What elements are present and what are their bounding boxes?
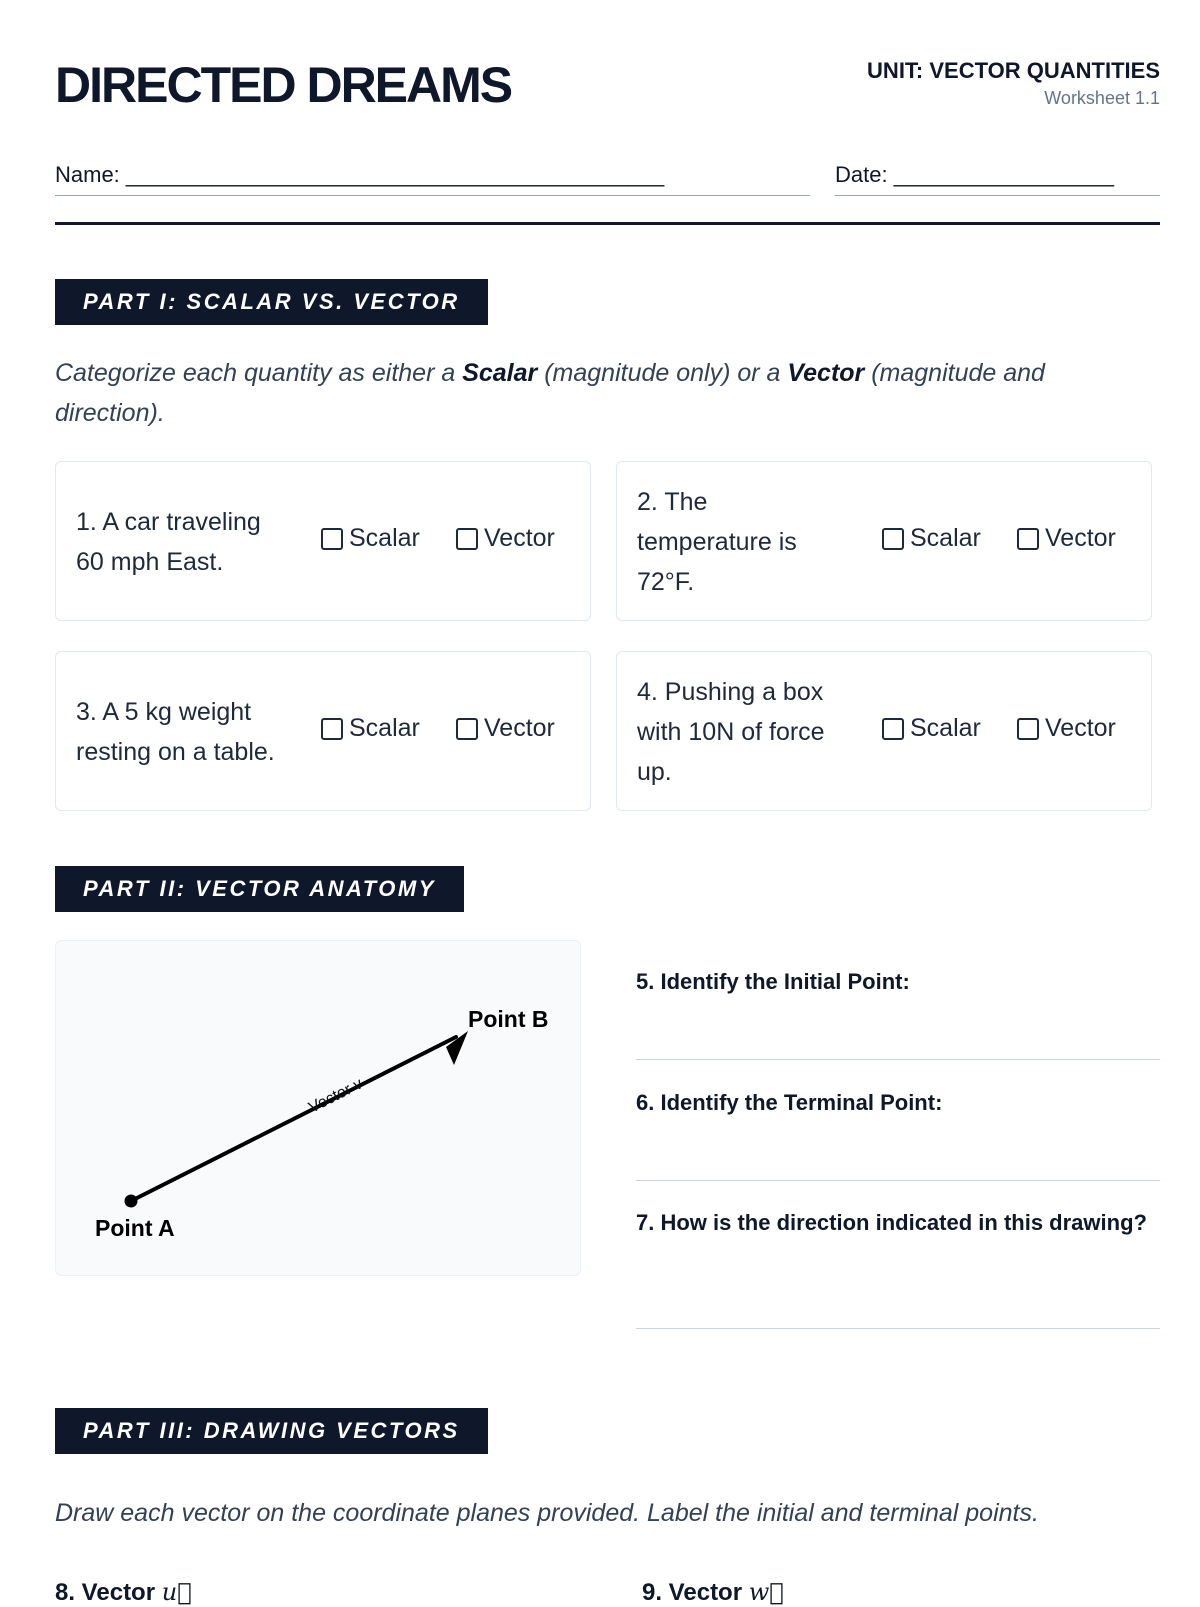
checkbox[interactable]	[321, 528, 343, 550]
question-text	[637, 652, 825, 812]
worksheet-header	[55, 48, 1160, 118]
option-label: Scalar	[910, 524, 981, 552]
vector-diagram-svg	[56, 941, 582, 1277]
checkbox[interactable]	[321, 718, 343, 740]
answer-line-7[interactable]	[636, 1328, 1160, 1329]
answer-line-5[interactable]	[636, 1059, 1160, 1060]
vector-option[interactable]	[456, 524, 555, 553]
item-prefix: 9. Vector	[642, 1579, 743, 1606]
vector-option[interactable]	[1017, 524, 1116, 553]
scalar-option[interactable]	[321, 524, 420, 553]
vector-option[interactable]	[456, 714, 555, 743]
scalar-option[interactable]	[882, 524, 981, 553]
checkbox[interactable]	[882, 718, 904, 740]
vector-v-label: Vector v	[306, 1075, 366, 1117]
worksheet-number: Worksheet 1.1	[1044, 88, 1160, 108]
question-line: up.	[637, 758, 672, 786]
part-3-label: PART III: DRAWING VECTORS	[55, 1408, 488, 1454]
checkbox[interactable]	[882, 528, 904, 550]
item-prefix: 8. Vector	[55, 1579, 156, 1606]
point-b-label: Point B	[468, 1006, 549, 1032]
part-1-label: PART I: SCALAR VS. VECTOR	[55, 279, 488, 325]
checkbox[interactable]	[1017, 528, 1039, 550]
option-label: Vector	[484, 714, 555, 742]
part-1-instructions	[55, 353, 1160, 433]
option-label: Scalar	[910, 714, 981, 742]
option-label: Scalar	[349, 524, 420, 552]
vector-diagram	[55, 940, 581, 1276]
question-card-3	[55, 651, 591, 811]
checkbox[interactable]	[456, 528, 478, 550]
initial-point-dot	[125, 1195, 138, 1208]
checkbox[interactable]	[1017, 718, 1039, 740]
question-text	[637, 462, 797, 622]
question-text	[76, 462, 261, 622]
question-6: 6. Identify the Terminal Point:	[636, 1090, 943, 1115]
date-field[interactable]: Date: __________________	[835, 155, 1160, 196]
part-3-instructions: Draw each vector on the coordinate planes provided. Label the initial and terminal points.	[55, 1499, 1039, 1527]
instr-scalar: Scalar	[462, 359, 538, 387]
question-line: with 10N of force	[637, 718, 825, 746]
option-label: Vector	[484, 524, 555, 552]
question-card-4	[616, 651, 1152, 811]
question-text	[76, 652, 275, 812]
question-line: 72°F.	[637, 568, 695, 596]
option-label: Vector	[1045, 714, 1116, 742]
scalar-option[interactable]	[882, 714, 981, 743]
question-line: 1. A car traveling	[76, 508, 261, 536]
question-card-1	[55, 461, 591, 621]
worksheet-title: DIRECTED DREAMS	[55, 57, 512, 113]
vector-u-symbol: u⃗	[161, 1578, 192, 1606]
vector-u-label	[55, 1578, 192, 1607]
scalar-option[interactable]	[321, 714, 420, 743]
question-line: 3. A 5 kg weight	[76, 698, 252, 726]
instr-vector: Vector	[787, 359, 865, 387]
vector-option[interactable]	[1017, 714, 1116, 743]
instr-text: (magnitude and direction).	[55, 359, 1045, 427]
question-7: 7. How is the direction indicated in this drawing?	[636, 1210, 1147, 1235]
vector-w-label	[642, 1578, 784, 1607]
checkbox[interactable]	[456, 718, 478, 740]
vector-shaft	[131, 1037, 456, 1201]
point-a-label: Point A	[95, 1215, 175, 1241]
question-line: 4. Pushing a box	[637, 678, 824, 706]
option-label: Scalar	[349, 714, 420, 742]
student-info-row	[55, 155, 1160, 197]
name-field[interactable]: Name: ____________________________________________	[55, 155, 810, 196]
part-2-label: PART II: VECTOR ANATOMY	[55, 866, 464, 912]
question-line: resting on a table.	[76, 738, 275, 766]
question-5: 5. Identify the Initial Point:	[636, 969, 910, 994]
instr-text: (magnitude only) or a	[537, 359, 788, 387]
unit-label: UNIT: VECTOR QUANTITIES	[867, 58, 1160, 83]
answer-line-6[interactable]	[636, 1180, 1160, 1181]
question-line: temperature is	[637, 528, 797, 556]
question-line: 2. The	[637, 488, 708, 516]
instr-text: Categorize each quantity as either a	[55, 359, 463, 387]
header-divider	[55, 222, 1160, 225]
question-line: 60 mph East.	[76, 548, 224, 576]
question-card-2	[616, 461, 1152, 621]
vector-w-symbol: w⃗	[748, 1578, 784, 1606]
option-label: Vector	[1045, 524, 1116, 552]
